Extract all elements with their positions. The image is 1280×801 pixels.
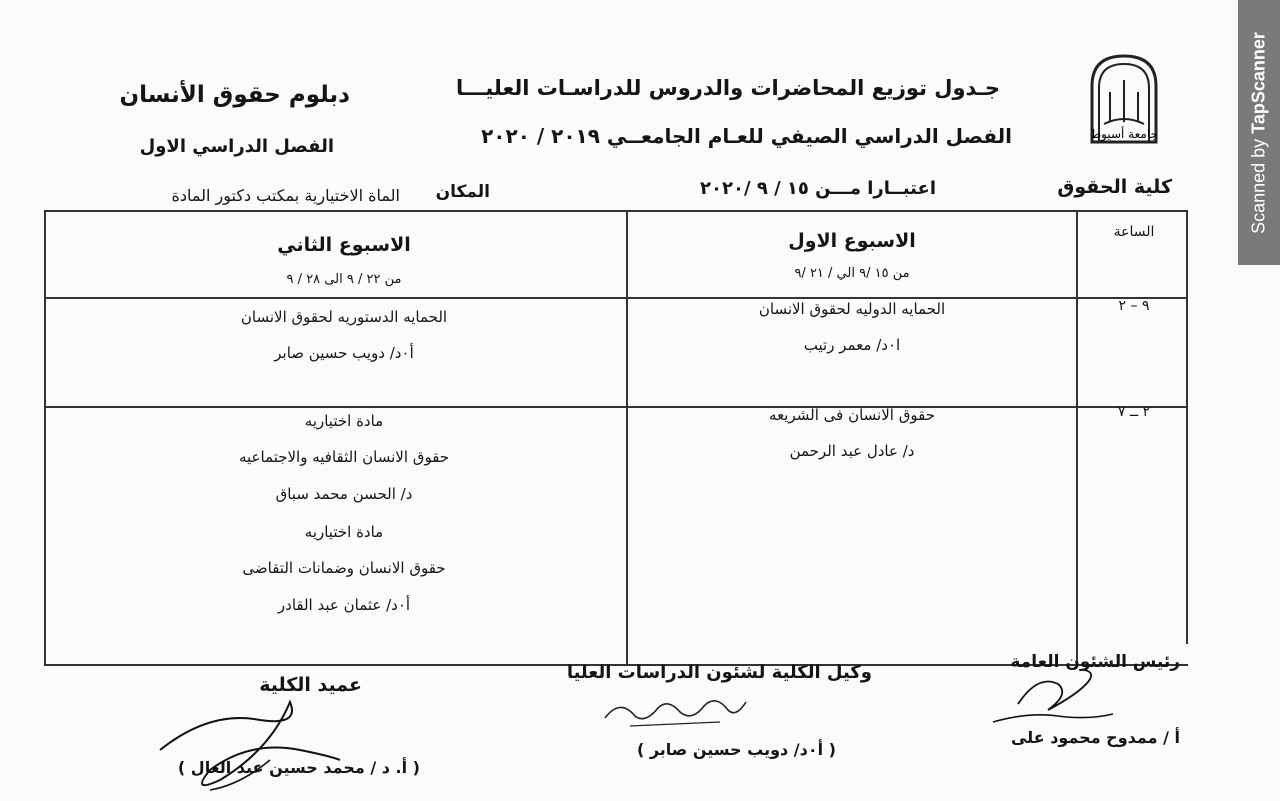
instructor-name: د/ الحسن محمد سباق (275, 485, 413, 503)
public-affairs-head-name: أ / ممدوح محمود على (1010, 728, 1180, 747)
place-value: الماة الاختيارية بمكتب دكتور المادة (171, 186, 400, 205)
public-affairs-signature (988, 664, 1118, 734)
course-name: حقوق الانسان فى الشريعه (769, 406, 935, 424)
schedule-title: جـدول توزيع المحاضرات والدروس للدراسـات العليـــا (455, 76, 1000, 100)
schedule-table (44, 210, 1188, 666)
row-divider (44, 406, 1188, 408)
faculty-name: كلية الحقوق (1057, 176, 1172, 198)
week-divider (626, 210, 628, 666)
header-row-divider (44, 297, 1188, 299)
course-type: مادة اختياريه (304, 523, 384, 541)
dean-name: ( أ. د / محمد حسين عبد العال ) (177, 758, 420, 777)
week-2-title: الاسبوع الثاني (277, 234, 411, 256)
course-name: حقوق الانسان الثقافيه والاجتماعيه (238, 448, 450, 466)
week-1-title: الاسبوع الاول (788, 230, 916, 252)
place-label: المكان (435, 182, 490, 202)
scanner-watermark (1238, 0, 1280, 265)
public-affairs-head-title: رئيس الشئون العامة (1010, 652, 1180, 672)
diploma-title: دبلوم حقوق الأنسان (119, 82, 350, 108)
time-slot: ٢ ــ ٧ (1117, 404, 1151, 420)
course-type: مادة اختياريه (304, 412, 384, 430)
course-name: حقوق الانسان وضمانات التقاضى (242, 559, 446, 577)
vice-dean-name: ( أ٠د/ دويب حسين صابر ) (636, 740, 836, 759)
course-name: الحمايه الدستوريه لحقوق الانسان (240, 308, 448, 326)
semester-label: الفصل الدراسي الاول (139, 136, 334, 157)
start-date: اعتبــارا مـــن ١٥ / ٩ /٢٠٢٠ (700, 178, 936, 199)
logo-lettering: جامعة أسيوط (1090, 127, 1158, 141)
instructor-name: د/ عادل عبد الرحمن (789, 442, 915, 460)
week-2-range: من ٢٢ / ٩ الى ٢٨ / ٩ (286, 272, 402, 287)
instructor-name: ا٠د/ معمر رتيب (803, 336, 901, 354)
vice-dean-title: وكيل الكلية لشئون الدراسات العليا (566, 662, 872, 683)
instructor-name: أ٠د/ عثمان عبد القادر (277, 596, 411, 614)
table-right-border (1186, 210, 1188, 644)
table-top-border (44, 210, 1188, 212)
table-left-border (44, 210, 46, 666)
course-name: الحمايه الدوليه لحقوق الانسان (758, 300, 946, 318)
instructor-name: أ٠د/ دويب حسين صابر (274, 344, 414, 362)
week-1-range: من ١٥ /٩ الي / ٢١ /٩ (794, 266, 910, 281)
university-logo (1086, 52, 1162, 144)
hour-header: الساعة (1113, 224, 1155, 240)
semester-subtitle: الفصل الدراسي الصيفي للعـام الجامعــي ٢٠١٩ / ٢٠٢٠ (481, 124, 1012, 148)
vice-dean-signature (600, 688, 750, 730)
dean-signature (150, 690, 350, 795)
scanner-watermark-text: Scanned by TapScanner (1248, 31, 1269, 234)
time-slot: ٩ – ٢ (1118, 298, 1150, 314)
dean-title: عميد الكلية (259, 674, 362, 696)
hour-divider (1076, 210, 1078, 666)
